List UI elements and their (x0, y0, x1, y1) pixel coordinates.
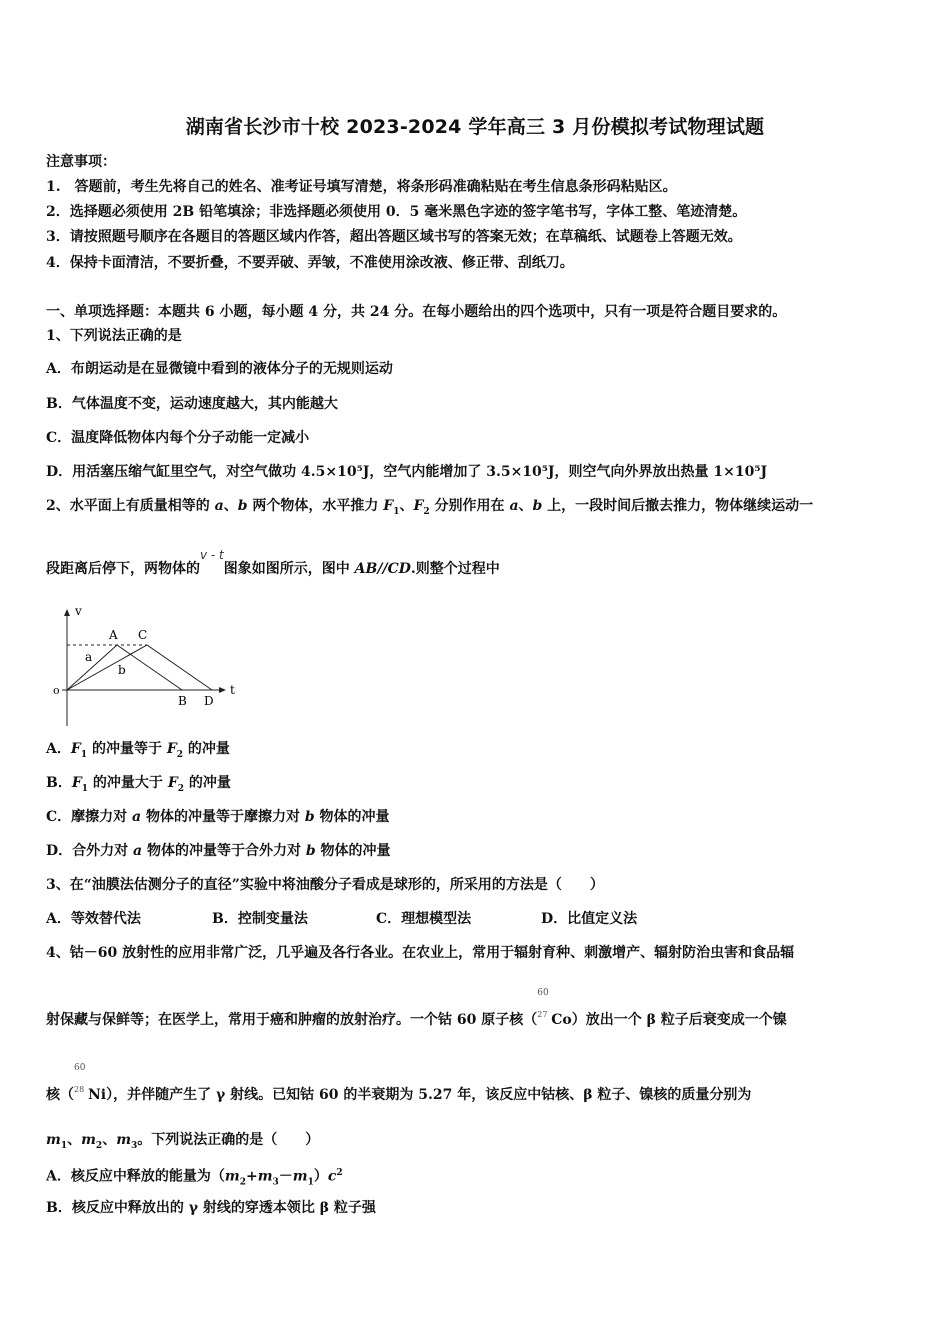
q2-option-d: D．合外力对 a 物体的冲量等于合外力对 b 物体的冲量 (46, 843, 391, 859)
q4-stem-line2: 射保藏与保鲜等；在医学上，常用于癌和肿瘤的放射治疗。一个钴 60 原子核（ 60 27 Co）放出一个 β 粒子后衰变成一个镍 (46, 988, 787, 1028)
notice-item-3: 3．请按照题号顺序在各题目的答题区域内作答，超出答题区域书写的答案无效；在草稿纸、试题卷上答题无效。 (46, 229, 742, 245)
q4-option-b: B．核反应中释放出的 γ 射线的穿透本领比 β 粒子强 (46, 1200, 376, 1216)
q4-option-a: A．核反应中释放的能量为$(m_2+m_3-m_1)c^2$ (46, 1168, 343, 1188)
q2-stem-line1: 2、水平面上有质量相等的 a、b 两个物体，水平推力 $F_1$、$F_2$ 分别作用在 a、b 上，一段时间后撤去推力，物体继续运动一 (46, 498, 814, 517)
axis-t-label: t (230, 683, 235, 697)
q3-stem: 3、在“油膜法估测分子的直径”实验中将油酸分子看成是球形的，所采用的方法是（ ） (46, 877, 604, 893)
notice-heading: 注意事项： (46, 154, 116, 170)
q3-option-b: B．控制变量法 (212, 911, 308, 927)
notice-item-1: 1. 答题前，考生先将自己的姓名、准考证号填写清楚，将条形码准确粘贴在考生信息条形码粘贴区。 (46, 179, 677, 195)
origin-label: o (53, 684, 60, 697)
q1-option-d: D．用活塞压缩气缸里空气，对空气做功 4.5×10⁵J，空气内能增加了 3.5×10⁵J，则空气向外界放出热量 1×10⁵J (46, 464, 768, 480)
q1-option-a: A．布朗运动是在显微镜中看到的液体分子的无规则运动 (46, 361, 393, 377)
section-heading: 一、单项选择题：本题共 6 小题，每小题 4 分，共 24 分。在每小题给出的四个选项中，只有一项是符合题目要求的。 (46, 304, 787, 320)
q1-stem: 1、下列说法正确的是 (46, 328, 182, 344)
point-b-label: B (178, 694, 187, 708)
q3-option-d: D．比值定义法 (541, 911, 638, 927)
notice-item-4: 4．保持卡面清洁，不要折叠，不要弄破、弄皱，不准使用涂改液、修正带、刮纸刀。 (46, 255, 574, 271)
q2-option-a: A．$F_1$ 的冲量等于 $F_2$ 的冲量 (46, 741, 230, 760)
notice-item-2: 2．选择题必须使用 2B 铅笔填涂；非选择题必须使用 0．5 毫米黑色字迹的签字笔书写，字体工整、笔迹清楚。 (46, 204, 747, 220)
line-a-label: a (85, 650, 93, 664)
point-a-label: A (109, 628, 118, 642)
q2-option-b: B．$F_1$ 的冲量大于 $F_2$ 的冲量 (46, 775, 231, 794)
line-b-label: b (118, 663, 126, 677)
q2-stem-line2: 段距离后停下，两物体的v - t图象如图所示，图中 AB//CD.则整个过程中 (46, 548, 500, 577)
q4-stem-line3: 核（ 60 28 Ni），并伴随产生了 γ 射线。已知钴 60 的半衰期为 5.27 年，该反应中钴核、β 粒子、镍核的质量分别为 (46, 1063, 752, 1103)
cobalt-isotope: 60 27 (537, 988, 549, 1019)
v-axis-arrow (64, 609, 70, 616)
q3-option-c: C．理想模型法 (376, 911, 472, 927)
vt-symbol: v - t (200, 548, 224, 562)
q1-option-c: C．温度降低物体内每个分子动能一定减小 (46, 430, 310, 446)
point-d-label: D (204, 694, 214, 708)
nickel-isotope: 60 28 (74, 1063, 86, 1094)
q3-option-a: A．等效替代法 (46, 911, 141, 927)
q2-option-c: C．摩擦力对 a 物体的冲量等于摩擦力对 b 物体的冲量 (46, 809, 390, 825)
t-axis-arrow (219, 687, 226, 693)
page-title: 湖南省长沙市十校 2023-2024 学年高三 3 月份模拟考试物理试题 (185, 116, 765, 138)
axis-v-label: v (75, 606, 82, 618)
point-c-label: C (138, 628, 148, 642)
q4-stem-line1: 4、钴－60 放射性的应用非常广泛，几乎遍及各行各业。在农业上，常用于辐射育种、刺激增产、辐射防治虫害和食品辐 (46, 945, 795, 961)
vt-graph (50, 606, 250, 730)
q4-stem-line4: $m_1$、$m_2$、$m_3$。下列说法正确的是（ ） (46, 1132, 320, 1151)
q1-option-b: B．气体温度不变，运动速度越大，其内能越大 (46, 396, 338, 412)
